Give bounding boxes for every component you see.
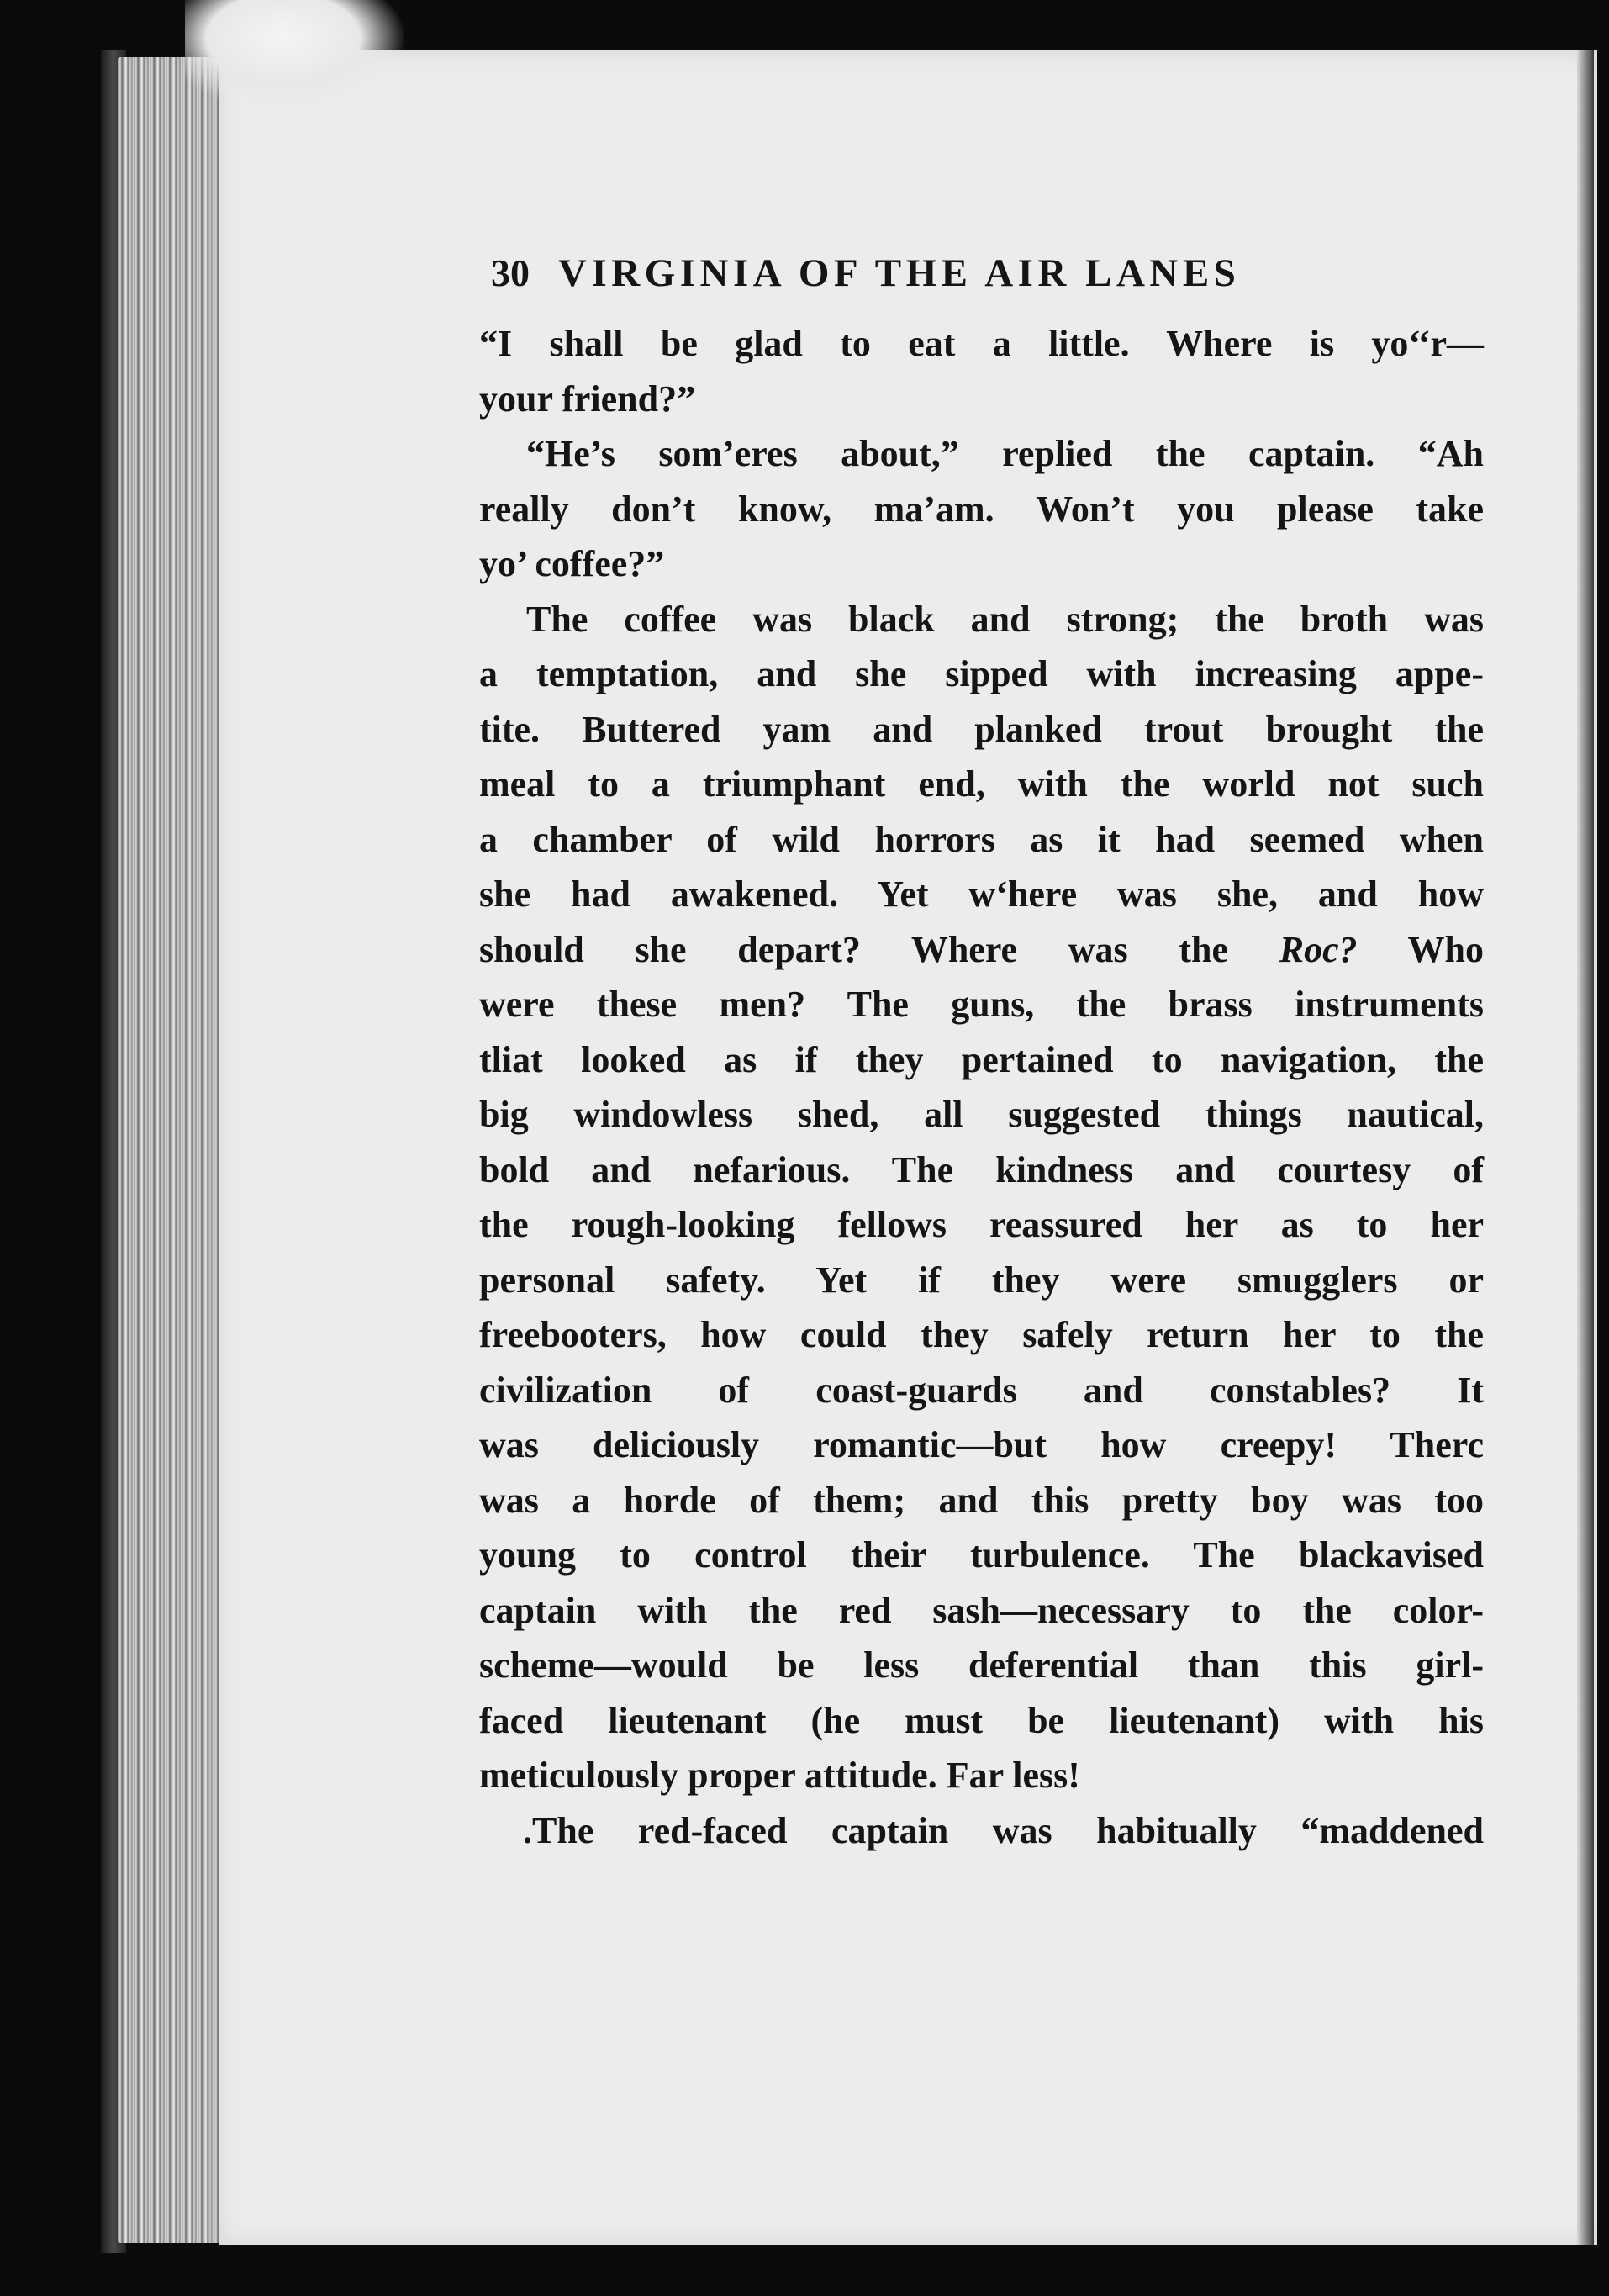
text-segment: should she depart? Where was the (479, 928, 1279, 970)
text-line: tite. Buttered yam and planked trout brought the (479, 708, 1484, 750)
text-line: was a horde of them; and this pretty boy was too (479, 1479, 1484, 1521)
text-line: really don’t know, ma’am. Won’t you please take (479, 488, 1484, 530)
running-title: VIRGINIA OF THE AIR LANES (558, 251, 1241, 295)
text-line-with-italic (479, 922, 1484, 978)
page-right-edge (1577, 50, 1594, 2245)
torn-corner-mark (185, 0, 404, 109)
text-line: a temptation, and she sipped with increasing appe- (479, 653, 1484, 694)
text-line: “I shall be glad to eat a little. Where is yo‘‘r— (479, 323, 1484, 364)
text-line: she had awakened. Yet w‘here was she, and how (479, 874, 1484, 915)
text-line: yo’ coffee?” (479, 543, 665, 584)
text-line: a chamber of wild horrors as it had seemed when (479, 818, 1484, 860)
running-head (491, 251, 1484, 311)
text-line: meal to a triumphant end, with the world not such (479, 763, 1484, 805)
text-line: “He’s som’eres about,” replied the captain. “Ah (526, 433, 1484, 474)
text-line: tliat looked as if they pertained to navigation, the (479, 1038, 1484, 1080)
text-line: were these men? The guns, the brass instruments (479, 984, 1484, 1025)
text-line: .The red-faced captain was habitually “maddened (523, 1809, 1484, 1851)
text-line: meticulously proper attitude. Far less! (479, 1755, 1080, 1796)
text-line: civilization of coast-guards and constables? It (479, 1369, 1484, 1411)
text-line: faced lieutenant (he must be lieutenant) with his (479, 1699, 1484, 1741)
text-line: your friend?” (479, 377, 696, 420)
text-line: bold and nefarious. The kindness and courtesy of (479, 1148, 1484, 1190)
text-line: personal safety. Yet if they were smugglers or (479, 1259, 1484, 1301)
page-number: 30 (491, 251, 530, 294)
page-text (479, 251, 1484, 1858)
text-line: The coffee was black and strong; the broth was (526, 598, 1484, 640)
text-line: scheme—would be less deferential than this girl- (479, 1644, 1484, 1686)
text-line: was deliciously romantic—but how creepy! Therc (479, 1424, 1484, 1465)
text-line: young to control their turbulence. The blackavised (479, 1534, 1484, 1576)
text-segment: Who (1357, 928, 1484, 970)
text-line: big windowless shed, all suggested things nautical, (479, 1094, 1484, 1135)
text-line: the rough-looking fellows reassured her as to her (479, 1204, 1484, 1245)
text-line: captain with the red sash—necessary to the color- (479, 1589, 1484, 1631)
text-line: freebooters, how could they safely return her to the (479, 1314, 1484, 1355)
italic-ship-name: Roc? (1279, 928, 1358, 970)
